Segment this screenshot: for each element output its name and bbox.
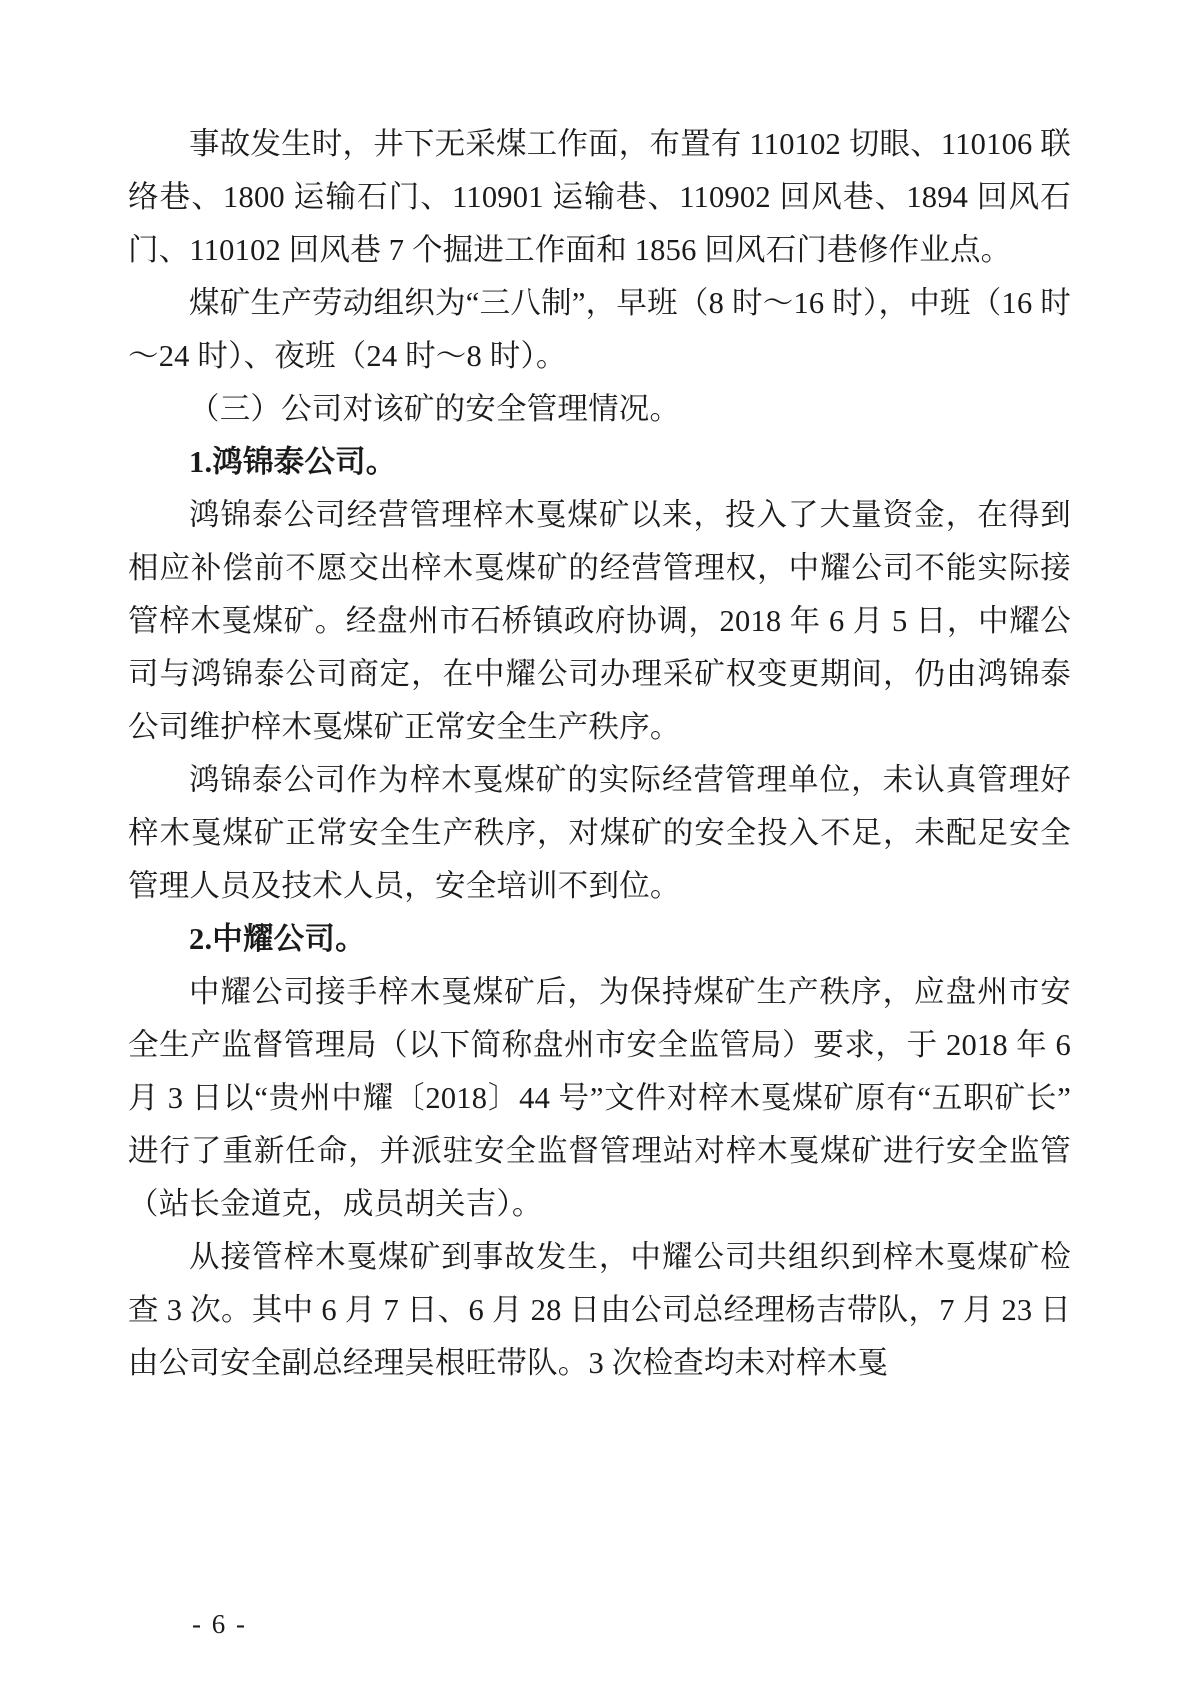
document-body bbox=[128, 118, 1071, 1390]
paragraph-6: 从接管梓木戛煤矿到事故发生，中耀公司共组织到梓木戛煤矿检查 3 次。其中 6 月 7 日、6 月 28 日由公司总经理杨吉带队，7 月 23 日由公司安全副总经理吴根旺带队。3 次检查均未对梓木戛 bbox=[128, 1240, 1071, 1380]
subsection-heading-2: 2.中耀公司。 bbox=[189, 922, 366, 956]
paragraph-5: 中耀公司接手梓木戛煤矿后，为保持煤矿生产秩序，应盘州市安全生产监督管理局（以下简称盘州市安全监管局）要求，于 2018 年 6 月 3 日以“贵州中耀〔2018〕44 号”文件对梓木戛煤矿原有“五职矿长”进行了重新任命，并派驻安全监督管理站对梓木戛煤矿进行安全监管（站长金道克，成员胡关吉）。 bbox=[128, 975, 1071, 1221]
paragraph-4: 鸿锦泰公司作为梓木戛煤矿的实际经营管理单位，未认真管理好梓木戛煤矿正常安全生产秩序，对煤矿的安全投入不足，未配足安全管理人员及技术人员，安全培训不到位。 bbox=[128, 763, 1071, 903]
page-number: - 6 - bbox=[192, 1609, 247, 1639]
page-footer bbox=[0, 1609, 1199, 1640]
paragraph-2: 煤矿生产劳动组织为“三八制”，早班（8 时～16 时），中班（16 时～24 时）、夜班（24 时～8 时）。 bbox=[128, 286, 1071, 373]
section-heading-3: （三）公司对该矿的安全管理情况。 bbox=[189, 392, 681, 426]
subsection-heading-1: 1.鸿锦泰公司。 bbox=[189, 445, 397, 479]
paragraph-3: 鸿锦泰公司经营管理梓木戛煤矿以来，投入了大量资金，在得到相应补偿前不愿交出梓木戛煤矿的经营管理权，中耀公司不能实际接管梓木戛煤矿。经盘州市石桥镇政府协调，2018 年 6 月 5 日，中耀公司与鸿锦泰公司商定，在中耀公司办理采矿权变更期间，仍由鸿锦泰公司维护梓木戛煤矿正常安全生产秩序。 bbox=[128, 498, 1071, 744]
paragraph-1: 事故发生时，井下无采煤工作面，布置有 110102 切眼、110106 联络巷、1800 运输石门、110901 运输巷、110902 回风巷、1894 回风石门、110102 回风巷 7 个掘进工作面和 1856 回风石门巷修作业点。 bbox=[128, 127, 1072, 267]
